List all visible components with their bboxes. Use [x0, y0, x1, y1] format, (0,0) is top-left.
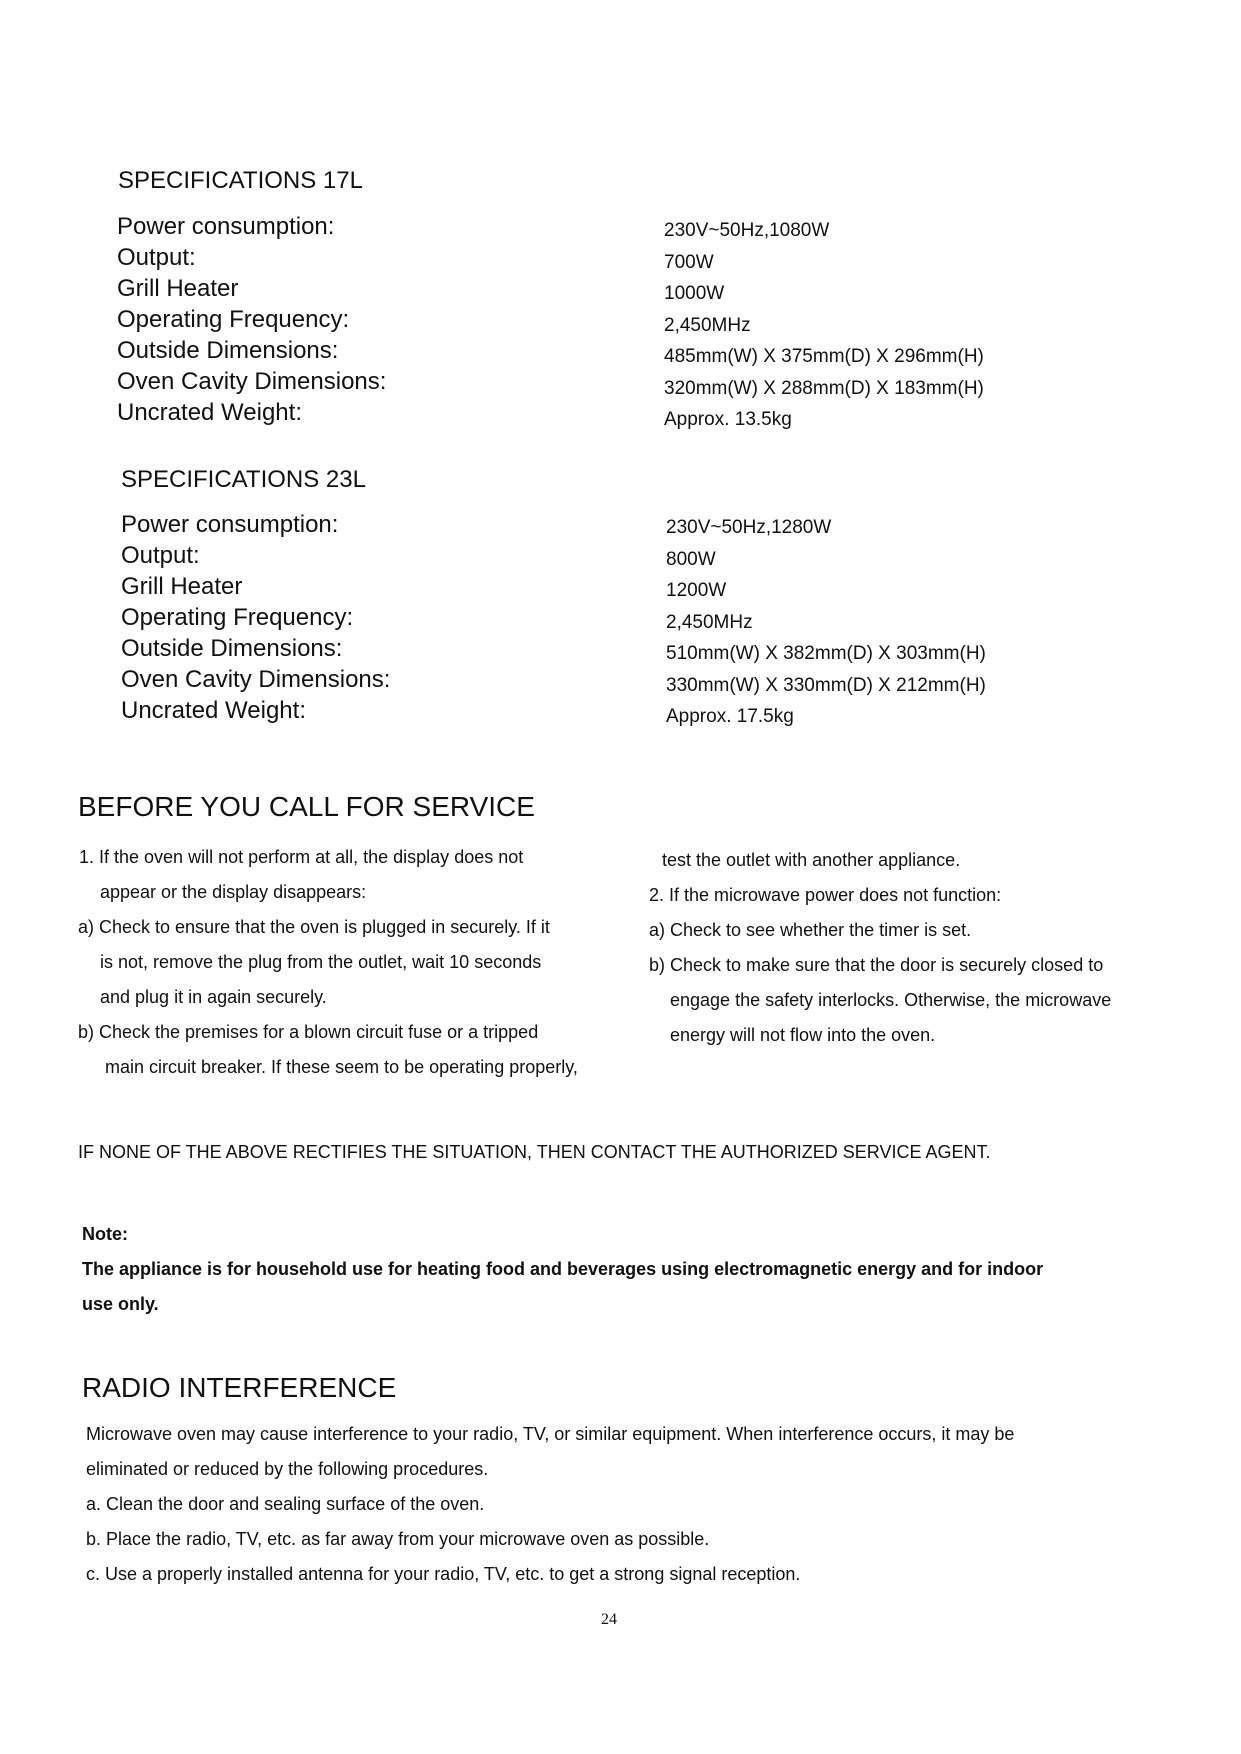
service-line: engage the safety interlocks. Otherwise, the microwave	[670, 990, 1112, 1010]
spec-value: 1200W	[666, 580, 727, 601]
spec-17l-labels	[117, 211, 386, 428]
spec-value: 330mm(W) X 330mm(D) X 212mm(H)	[666, 674, 986, 696]
spec-label: Operating Frequency:	[117, 306, 350, 333]
spec-label: Grill Heater	[121, 573, 243, 600]
radio-line: Microwave oven may cause interference to your radio, TV, or similar equipment. When interference occurs, it may be	[86, 1424, 1015, 1444]
spec-value: 700W	[664, 251, 714, 273]
spec-23l-title: SPECIFICATIONS 23L	[121, 466, 366, 493]
spec-label: Oven Cavity Dimensions:	[117, 368, 387, 395]
service-line: b) Check to make sure that the door is securely closed to	[649, 955, 1104, 975]
spec-value: 320mm(W) X 288mm(D) X 183mm(H)	[664, 377, 984, 399]
spec-value: 2,450MHz	[666, 611, 753, 633]
spec-label: Uncrated Weight:	[121, 697, 306, 724]
radio-line: c. Use a properly installed antenna for your radio, TV, etc. to get a strong signal reception.	[86, 1564, 801, 1584]
spec-value: 1000W	[664, 283, 725, 304]
spec-17l-title: SPECIFICATIONS 17L	[118, 167, 363, 194]
note-label: Note:	[82, 1224, 128, 1244]
note-text-line: use only.	[82, 1294, 159, 1314]
spec-label: Power consumption:	[121, 511, 339, 538]
spec-label: Output:	[117, 244, 196, 271]
spec-label: Uncrated Weight:	[117, 399, 302, 426]
service-line: test the outlet with another appliance.	[662, 850, 961, 870]
service-line: b) Check the premises for a blown circuit fuse or a tripped	[78, 1022, 539, 1042]
radio-line: a. Clean the door and sealing surface of the oven.	[86, 1494, 485, 1514]
page-number: 24	[601, 1611, 617, 1628]
spec-label: Output:	[121, 542, 200, 569]
spec-value: Approx. 17.5kg	[666, 706, 794, 727]
spec-value: 2,450MHz	[664, 314, 751, 336]
spec-label: Grill Heater	[117, 275, 239, 302]
service-line: 1. If the oven will not perform at all, the display does not	[79, 847, 524, 867]
spec-23l-values	[666, 512, 986, 733]
spec-label: Outside Dimensions:	[117, 337, 339, 364]
service-line: and plug it in again securely.	[100, 987, 327, 1007]
service-line: appear or the display disappears:	[100, 882, 367, 902]
spec-value: 800W	[666, 548, 716, 570]
spec-value: 230V~50Hz,1080W	[664, 220, 830, 241]
service-heading: BEFORE YOU CALL FOR SERVICE	[78, 791, 535, 822]
note-text-line: The appliance is for household use for heating food and beverages using electromagnetic energy and for indoor	[82, 1259, 1044, 1279]
spec-label: Oven Cavity Dimensions:	[121, 666, 391, 693]
spec-label: Outside Dimensions:	[121, 635, 343, 662]
service-line: energy will not flow into the oven.	[670, 1025, 936, 1045]
spec-value: 485mm(W) X 375mm(D) X 296mm(H)	[664, 346, 984, 367]
radio-heading: RADIO INTERFERENCE	[82, 1372, 397, 1403]
radio-line: b. Place the radio, TV, etc. as far away from your microwave oven as possible.	[86, 1529, 710, 1549]
service-line: is not, remove the plug from the outlet, wait 10 seconds	[100, 952, 542, 972]
spec-value: Approx. 13.5kg	[664, 409, 792, 430]
spec-label: Power consumption:	[117, 213, 335, 240]
service-line: a) Check to ensure that the oven is plugged in securely. If it	[78, 917, 550, 937]
service-line: 2. If the microwave power does not function:	[649, 885, 1002, 905]
service-line: a) Check to see whether the timer is set.	[649, 920, 972, 940]
service-contact-notice: IF NONE OF THE ABOVE RECTIFIES THE SITUATION, THEN CONTACT THE AUTHORIZED SERVICE AGENT.	[78, 1142, 991, 1162]
spec-23l-labels	[121, 509, 390, 726]
spec-17l-values	[664, 215, 984, 436]
service-line: main circuit breaker. If these seem to be operating properly,	[105, 1057, 578, 1077]
radio-line: eliminated or reduced by the following procedures.	[86, 1459, 489, 1479]
spec-value: 510mm(W) X 382mm(D) X 303mm(H)	[666, 643, 986, 664]
spec-value: 230V~50Hz,1280W	[666, 517, 832, 538]
spec-label: Operating Frequency:	[121, 604, 354, 631]
